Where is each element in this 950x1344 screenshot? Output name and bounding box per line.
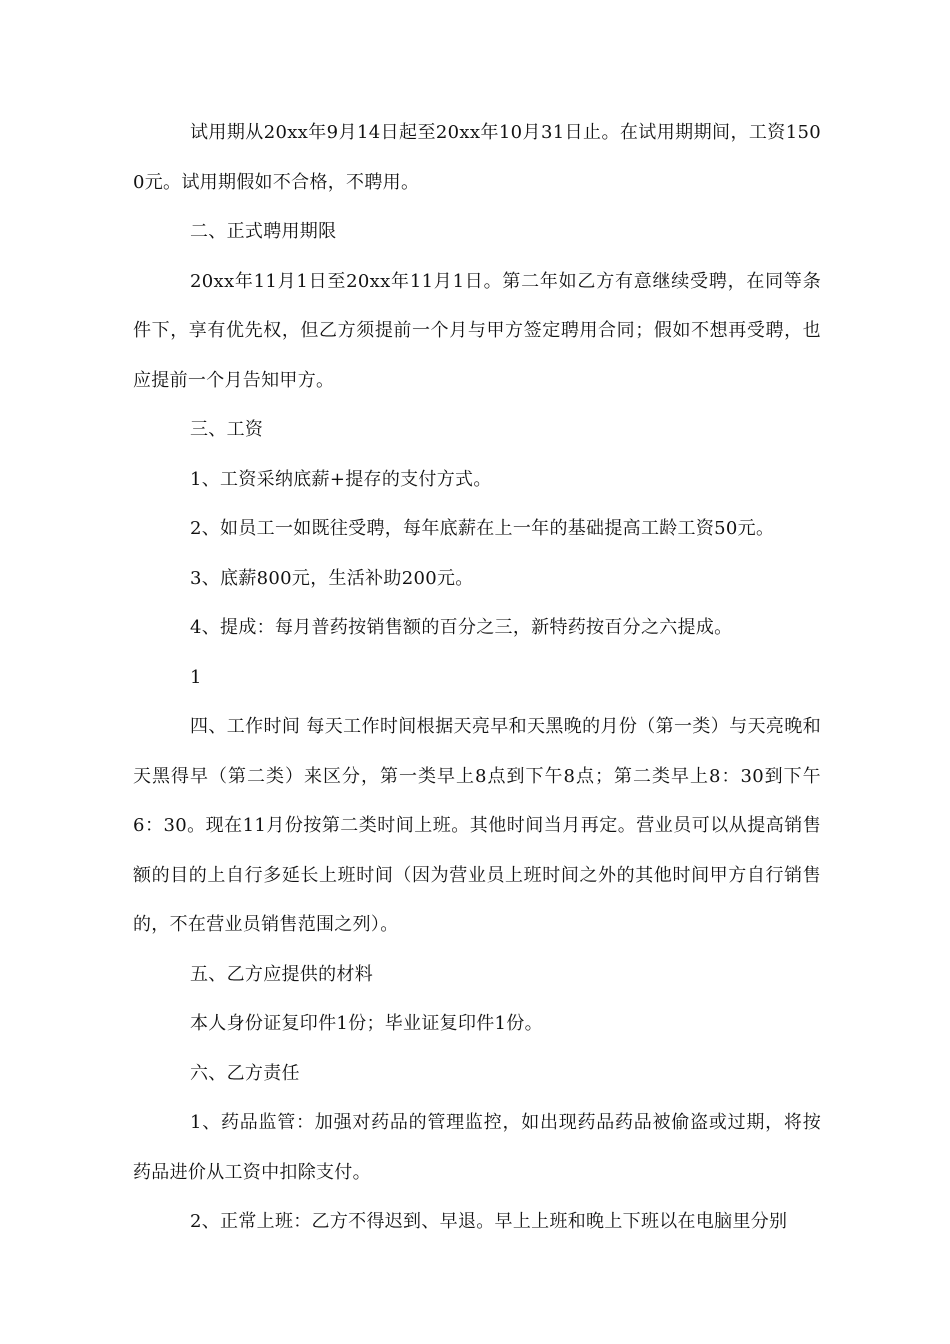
paragraph-materials: 本人身份证复印件1份；毕业证复印件1份。 [190, 1013, 543, 1034]
paragraph-salary-1: 1、工资采纳底薪+提存的支付方式。 [190, 468, 492, 490]
page-number: 1 [190, 666, 202, 688]
paragraph-work-hours: 四、工作时间 每天工作时间根据天亮早和天黑晚的月份（第一类）与天亮晚和天黑得早（第二类）来区分，第一类早上8点到下午8点；第二类早上8：30到下午6：30。现在11月份按第二类时间上班。其他时间当月再定。营业员可以从提高销售额的目的上自行多延长上班时间（因为营业员上班时间之外的其他时间甲方自行销售的，不在营业员销售范围之列）。 [133, 716, 821, 935]
paragraph-duty-1: 1、药品监管：加强对药品的管理监控，如出现药品药品被偷盗或过期，将按药品进价从工资中扣除支付。 [133, 1112, 821, 1183]
paragraph-salary-4: 4、提成：每月普药按销售额的百分之三，新特药按百分之六提成。 [190, 617, 733, 638]
paragraph-probation-period: 试用期从20xx年9月14日起至20xx年10月31日止。在试用期期间，工资1500元。试用期假如不合格，不聘用。 [133, 122, 821, 193]
document-page [133, 108, 821, 1247]
section-heading-materials: 五、乙方应提供的材料 [190, 963, 373, 985]
section-heading-responsibilities: 六、乙方责任 [190, 1062, 300, 1084]
section-heading-formal-period: 二、正式聘用期限 [190, 221, 337, 242]
paragraph-salary-2: 2、如员工一如既往受聘，每年底薪在上一年的基础提高工龄工资50元。 [190, 518, 775, 539]
paragraph-salary-3: 3、底薪800元，生活补助200元。 [190, 567, 474, 589]
section-heading-salary: 三、工资 [190, 419, 264, 440]
paragraph-formal-period: 20xx年11月1日至20xx年11月1日。第二年如乙方有意继续受聘，在同等条件下，享有优先权，但乙方须提前一个月与甲方签定聘用合同；假如不想再受聘，也应提前一个月告知甲方。 [133, 270, 821, 391]
paragraph-duty-2: 2、正常上班：乙方不得迟到、早退。早上上班和晚上下班以在电脑里分别 [190, 1211, 788, 1232]
